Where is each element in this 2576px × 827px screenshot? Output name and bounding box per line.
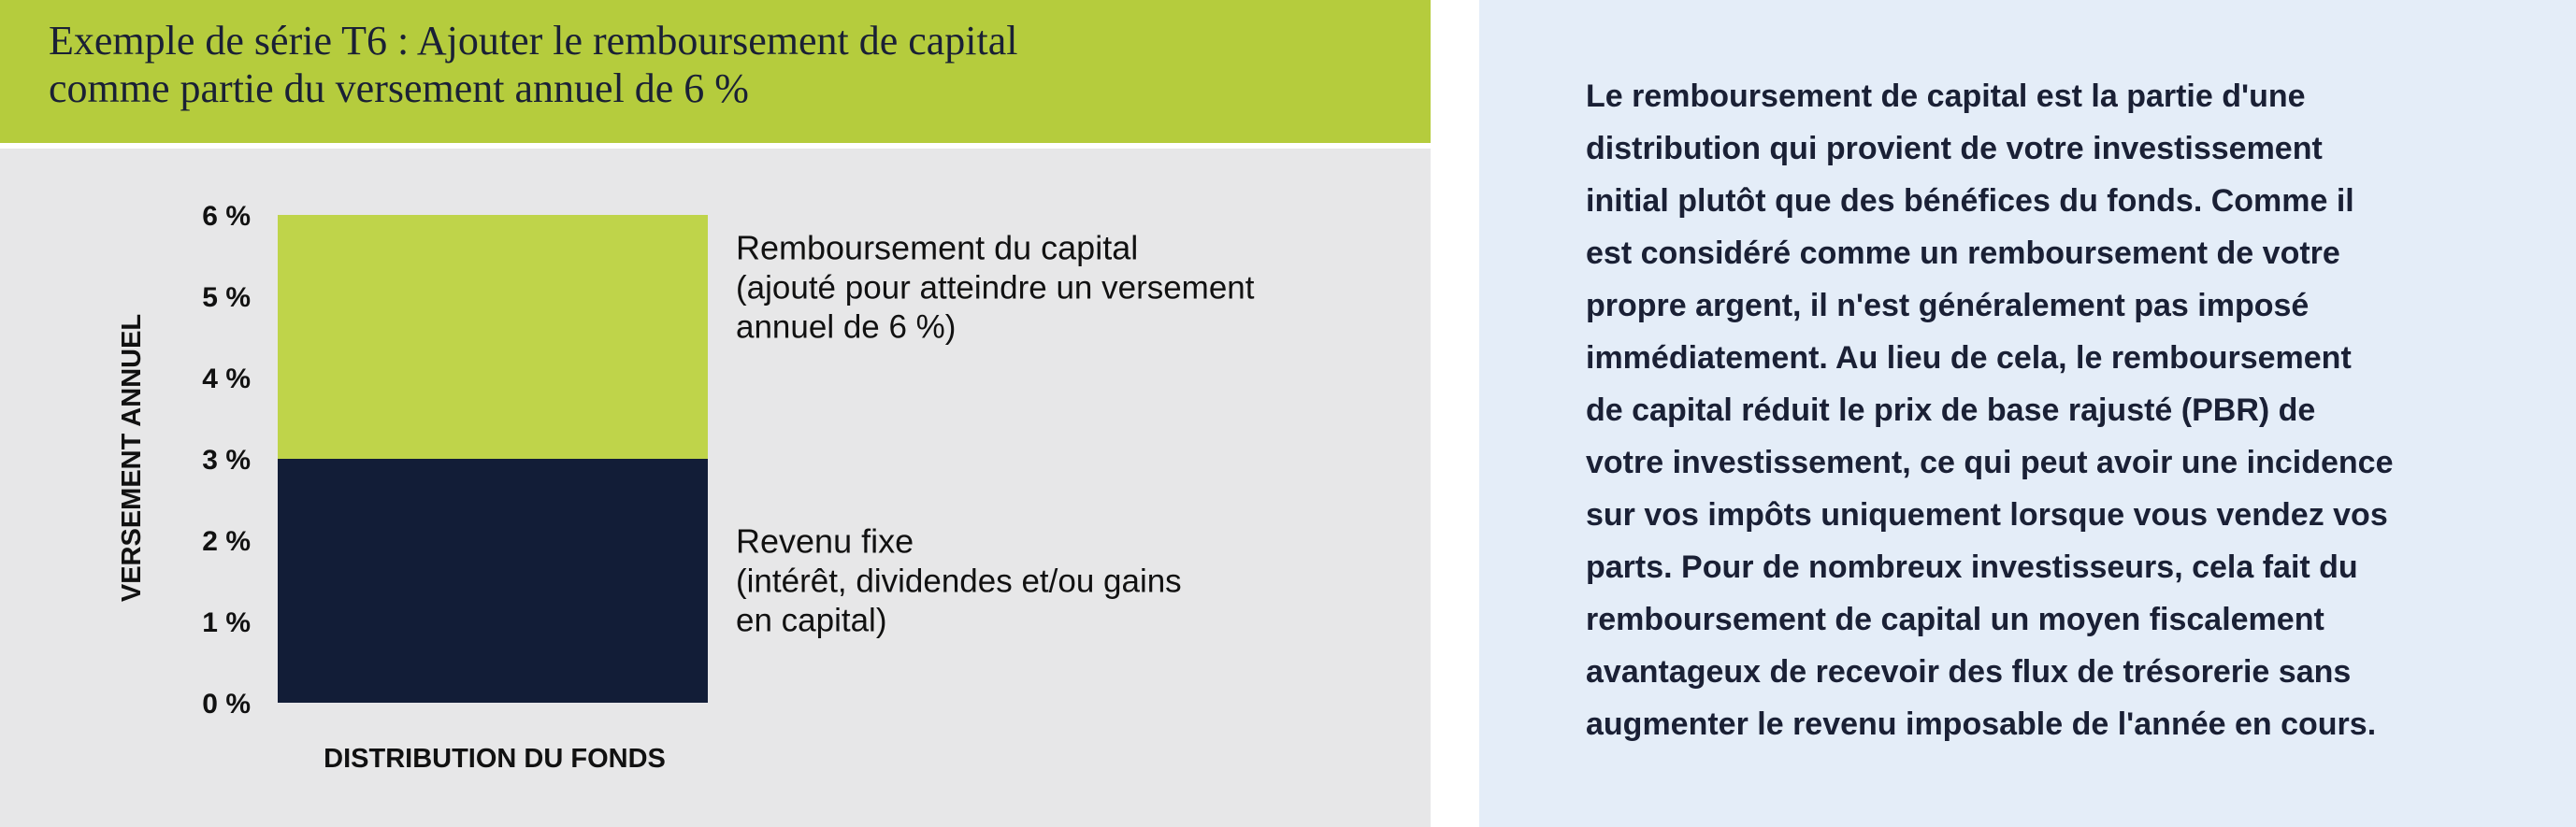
segment-label-description: (ajouté pour atteindre un versement (736, 269, 1255, 307)
y-tick-label: 0 % (202, 689, 251, 720)
bar-segments (278, 215, 708, 703)
segment-label-description: en capital) (736, 602, 887, 639)
y-tick-label: 5 % (202, 282, 251, 313)
chart-title: Exemple de série T6 : Ajouter le remboursement de capital comme partie du versement annuel de 6 % (49, 18, 1018, 111)
y-tick-label: 3 % (202, 445, 251, 476)
y-axis-title: VERSEMENT ANNUEL (117, 313, 147, 603)
info-panel (1479, 0, 2576, 827)
y-axis-ticks (202, 201, 251, 720)
y-tick-label: 4 % (202, 364, 251, 394)
segment-label-description: (intérêt, dividendes et/ou gains (736, 563, 1182, 600)
y-tick-label: 6 % (202, 201, 251, 232)
segment-label-description: annuel de 6 %) (736, 308, 957, 346)
stacked-bar-chart (0, 149, 1431, 827)
segment-label-title: Remboursement du capital (736, 228, 1139, 267)
bar-segment-fixed-income (278, 459, 708, 703)
x-axis-title: DISTRIBUTION DU FONDS (324, 744, 666, 774)
bar-segment-capital (278, 215, 708, 459)
info-text: Le remboursement de capital est la partie d'une distribution qui provient de votre investissement initial plutôt que des bénéfices du fonds. Comme il est considéré comme un remboursement de votre propre argent, il n'est généralement pas imposé immédiatement. Au lieu de cela, le remboursement de capital réduit le prix de base rajusté (PBR) de votre investissement, ce qui peut avoir une incidence sur vos impôts uniquement lorsque vous vendez vos parts. Pour de nombreux investisseurs, cela fait du remboursement de capital un moyen fiscalement avantageux de recevoir des flux de trésorerie sans augmenter le revenu imposable de l'année en cours. (1586, 78, 2394, 742)
y-tick-label: 1 % (202, 607, 251, 638)
segment-labels (736, 229, 1255, 639)
title-bar (0, 0, 1431, 143)
y-tick-label: 2 % (202, 526, 251, 557)
segment-label-title: Revenu fixe (736, 521, 914, 561)
